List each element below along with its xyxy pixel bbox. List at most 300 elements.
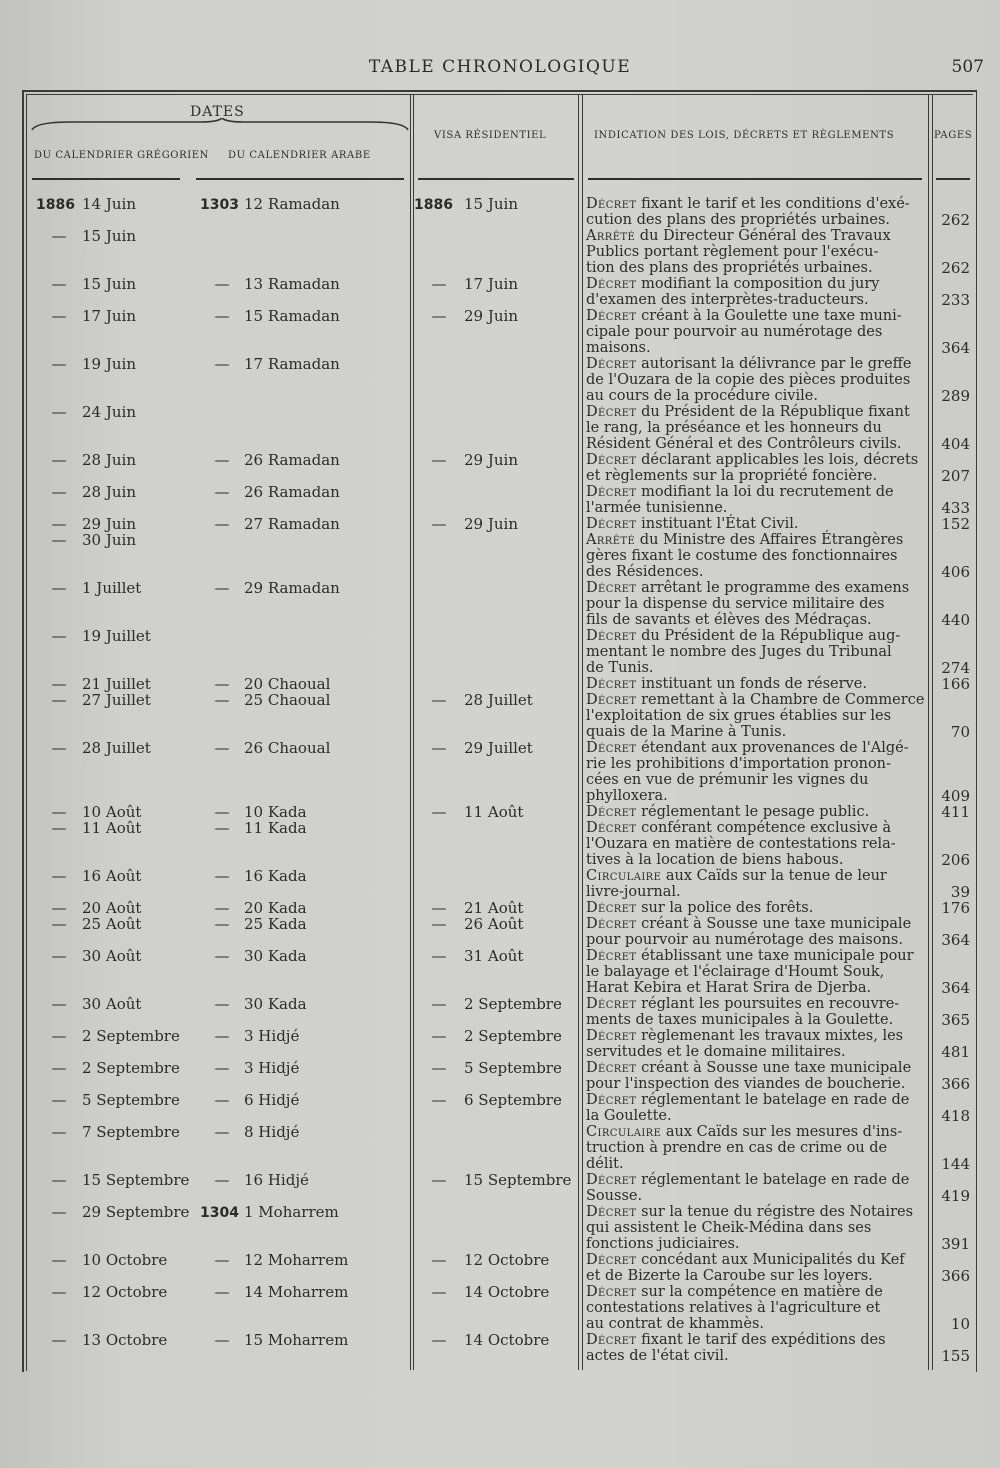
arab-date-text: 1 Moharrem [244,1203,339,1221]
visa-date [414,996,580,1012]
visa-date [414,948,580,964]
gregorian-date-text: 30 Août [82,995,142,1013]
entry-type: Décret [586,692,637,708]
entry-type: Décret [586,948,637,964]
entry-description [586,1028,926,1060]
visa-date [414,1028,580,1044]
gregorian-date [36,532,196,548]
page-ref: 366 [941,1267,970,1285]
entry-line: servitudes et le domaine militaires. [586,1044,846,1060]
entry-type: Arrêté [586,532,636,548]
visa-date-text: 17 Juin [464,275,518,293]
gregorian-date [36,820,196,836]
arab-date-prefix: — [214,739,230,757]
gregorian-date-prefix: — [51,1059,67,1077]
entry-line: Décret du Président de la République aug- [586,628,901,644]
entry-line: contestations relatives à l'agriculture et [586,1300,881,1316]
arab-date-text: 12 Moharrem [244,1251,349,1269]
gregorian-date-prefix: — [51,403,67,421]
entry-line: des Résidences. [586,564,704,580]
entry-line: et règlements sur la propriété foncière. [586,468,878,484]
gregorian-date-text: 2 Septembre [82,1059,180,1077]
entry-type: Décret [586,1332,637,1348]
visa-date [414,276,580,292]
entry-line: actes de l'état civil. [586,1348,729,1364]
visa-date-prefix: — [431,691,447,709]
gregorian-date-prefix: — [51,819,67,837]
arab-date-text: 11 Kada [244,819,307,837]
entry-description [586,516,926,532]
gregorian-date-prefix: — [51,1091,67,1109]
arab-heading: DU CALENDRIER ARABE [228,150,371,161]
arab-date [200,580,400,596]
gregorian-date-prefix: — [51,227,67,245]
entry-line: l'Ouzara en matière de contestations rela- [586,836,896,852]
arab-date-text: 15 Moharrem [244,1331,349,1349]
visa-date-text: 21 Août [464,899,524,917]
visa-date-text: 11 Août [464,803,524,821]
entry-type: Décret [586,820,637,836]
arab-date-text: 16 Kada [244,867,307,885]
arab-date-prefix: — [214,899,230,917]
visa-date-text: 2 Septembre [464,1027,562,1045]
entry-line: Sousse. [586,1188,643,1204]
page-ref: 166 [941,675,970,693]
entry-line: pour pourvoir au numérotage des maisons. [586,932,903,948]
arab-date-text: 27 Ramadan [244,515,340,533]
gregorian-date-prefix: — [51,627,67,645]
visa-date-text: 5 Septembre [464,1059,562,1077]
entry-description [586,356,926,404]
arab-date [200,1204,400,1221]
gregorian-date-text: 19 Juillet [82,627,151,645]
gregorian-date-prefix: — [51,1203,67,1221]
entry-line: qui assistent le Cheik-Médina dans ses [586,1220,872,1236]
gregorian-date-text: 24 Juin [82,403,136,421]
visa-date-prefix: — [431,739,447,757]
entry-line: Décret créant à Sousse une taxe municipale [586,916,912,932]
page-ref: 176 [941,899,970,917]
page-ref: 440 [941,611,970,629]
pages-heading: PAGES [934,130,973,141]
gregorian-date-prefix: — [51,1171,67,1189]
gregorian-date-text: 30 Juin [82,531,136,549]
page-ref: 262 [941,259,970,277]
gregorian-date-prefix: — [51,1283,67,1301]
gregorian-date-text: 28 Juillet [82,739,151,757]
gregorian-date-prefix: — [51,355,67,373]
arab-date [200,1252,400,1268]
gregorian-date [36,740,196,756]
arab-date-text: 13 Ramadan [244,275,340,293]
visa-date-text: 14 Octobre [464,1331,550,1349]
entry-line: ments de taxes municipales à la Goulette. [586,1012,894,1028]
arab-date-prefix: — [214,1331,230,1349]
entry-description [586,404,926,452]
gregorian-date [36,516,196,532]
gregorian-date-text: 15 Juin [82,227,136,245]
gregorian-date [36,580,196,596]
visa-date-prefix: — [431,275,447,293]
entry-line: Publics portant règlement pour l'exécu- [586,244,879,260]
arab-date-prefix: — [214,579,230,597]
page-ref: 404 [941,435,970,453]
arab-date-text: 26 Ramadan [244,451,340,469]
gregorian-date-text: 29 Septembre [82,1203,190,1221]
entry-line: Décret instituant un fonds de réserve. [586,676,867,692]
arab-date [200,484,400,500]
entry-line: livre-journal. [586,884,681,900]
visa-date [414,692,580,708]
entry-type: Décret [586,196,637,212]
page-ref: 274 [941,659,970,677]
visa-date-prefix: — [431,515,447,533]
entry-type: Décret [586,1204,637,1220]
gregorian-date-text: 2 Septembre [82,1027,180,1045]
entry-line: pour la dispense du service militaire des [586,596,885,612]
entry-line: Décret créant à Sousse une taxe municipale [586,1060,912,1076]
page-ref: 39 [950,883,970,901]
entry-description [586,452,926,484]
visa-date-text: 31 Août [464,947,524,965]
entry-line: le rang, la préséance et les honneurs du [586,420,882,436]
entry-line: Décret établissant une taxe municipale pour [586,948,914,964]
page-ref: 418 [941,1107,970,1125]
visa-date-prefix: — [431,1331,447,1349]
visa-date [414,916,580,932]
arab-date-prefix: — [214,1059,230,1077]
entry-description [586,868,926,900]
entry-description [586,1124,926,1172]
page-ref: 433 [941,499,970,517]
gregorian-date-prefix: — [51,995,67,1013]
page-number: 507 [951,57,984,77]
entry-description [586,916,926,948]
arab-date [200,916,400,932]
gregorian-date-text: 10 Août [82,803,142,821]
arab-date-prefix: — [214,947,230,965]
gregorian-date [36,692,196,708]
entry-description [586,948,926,996]
gregorian-date-text: 16 Août [82,867,142,885]
page-ref: 233 [941,291,970,309]
gregorian-date-prefix: — [51,1331,67,1349]
entry-line: rie les prohibitions d'importation pronon- [586,756,891,772]
entry-type: Décret [586,404,637,420]
entry-description [586,484,926,516]
arab-date [200,196,400,213]
entry-type: Décret [586,916,637,932]
visa-date-text: 15 Septembre [464,1171,572,1189]
entry-type: Décret [586,356,637,372]
page-ref: 391 [941,1235,970,1253]
visa-date-text: 29 Juillet [464,739,533,757]
arab-date-prefix: — [214,275,230,293]
visa-date-text: 28 Juillet [464,691,533,709]
arab-date [200,1028,400,1044]
entry-type: Circulaire [586,868,662,884]
entry-description [586,692,926,740]
page-ref: 419 [941,1187,970,1205]
entry-type: Décret [586,804,637,820]
entry-line: Décret réglementant le pesage public. [586,804,870,820]
gregorian-date [36,1252,196,1268]
entry-line: délit. [586,1156,624,1172]
gregorian-date-prefix: — [51,483,67,501]
gregorian-date-text: 14 Juin [82,195,136,213]
gregorian-date [36,308,196,324]
arab-date [200,676,400,692]
entry-description [586,1172,926,1204]
entry-description [586,1204,926,1252]
arab-date [200,820,400,836]
arab-date [200,1172,400,1188]
arab-date [200,868,400,884]
arab-date-text: 26 Chaoual [244,739,331,757]
arab-date-prefix: — [214,691,230,709]
arab-date-text: 25 Kada [244,915,307,933]
entry-line: Décret modifiant la composition du jury [586,276,880,292]
gregorian-date-text: 28 Juin [82,483,136,501]
page-ref: 155 [941,1347,970,1365]
entry-description [586,580,926,628]
entry-description [586,1252,926,1284]
gregorian-date [36,1284,196,1300]
gregorian-date [36,900,196,916]
gregorian-date-prefix: — [51,915,67,933]
arab-date [200,1092,400,1108]
page-ref: 406 [941,563,970,581]
arab-date-text: 15 Ramadan [244,307,340,325]
entry-line: quais de la Marine à Tunis. [586,724,787,740]
visa-date [414,452,580,468]
gregorian-date-prefix: — [51,691,67,709]
entry-line: au contrat de khammès. [586,1316,764,1332]
visa-date-prefix: — [431,1059,447,1077]
entry-description [586,228,926,276]
arab-date [200,692,400,708]
entry-type: Décret [586,580,637,596]
arab-date-text: 30 Kada [244,995,307,1013]
arab-date-prefix: — [214,1283,230,1301]
arab-date-prefix: — [214,1091,230,1109]
gregorian-date-text: 12 Octobre [82,1283,168,1301]
page-ref: 262 [941,211,970,229]
entry-line: gères fixant le costume des fonctionnaires [586,548,898,564]
entry-description [586,308,926,356]
gregorian-date [36,484,196,500]
gregorian-date-text: 13 Octobre [82,1331,168,1349]
arab-date-prefix: — [214,995,230,1013]
arab-date-prefix: — [214,483,230,501]
arab-date [200,948,400,964]
gregorian-date-text: 20 Août [82,899,142,917]
gregorian-date-prefix: — [51,307,67,325]
entry-line: Décret réglant les poursuites en recouvre- [586,996,900,1012]
visa-date [414,1284,580,1300]
gregorian-date [36,1332,196,1348]
gregorian-date [36,868,196,884]
gregorian-date-prefix: — [51,1123,67,1141]
page-ref: 207 [941,467,970,485]
visa-date-text: 2 Septembre [464,995,562,1013]
visa-heading: VISA RÉSIDENTIEL [434,130,547,141]
visa-date-prefix: — [431,1251,447,1269]
gregorian-heading: DU CALENDRIER GRÉGORIEN [34,150,210,161]
entry-line: maisons. [586,340,651,356]
page-ref: 366 [941,1075,970,1093]
entry-line: Décret remettant à la Chambre de Commerce [586,692,925,708]
gregorian-date-text: 10 Octobre [82,1251,168,1269]
entry-type: Décret [586,1028,637,1044]
entry-line: Décret sur la compétence en matière de [586,1284,883,1300]
arab-date [200,1060,400,1076]
arab-date-prefix: — [214,1251,230,1269]
gregorian-date [36,1028,196,1044]
arab-date-prefix: — [214,915,230,933]
gregorian-date [36,1092,196,1108]
gregorian-date-prefix: — [51,739,67,757]
visa-date-prefix: — [431,307,447,325]
gregorian-date-prefix: — [51,451,67,469]
entry-description [586,676,926,692]
entry-type: Décret [586,740,637,756]
page-ref: 289 [941,387,970,405]
entry-type: Décret [586,1284,637,1300]
visa-date [414,1332,580,1348]
visa-date-prefix: — [431,451,447,469]
gregorian-date [36,228,196,244]
visa-date [414,804,580,820]
page-ref: 365 [941,1011,970,1029]
arab-date [200,1284,400,1300]
entry-description [586,820,926,868]
entry-line: Harat Kebira et Harat Srira de Djerba. [586,980,872,996]
arab-date-text: 29 Ramadan [244,579,340,597]
gregorian-date [36,948,196,964]
entry-type: Décret [586,1092,637,1108]
arab-date [200,804,400,820]
arab-date [200,516,400,532]
entry-line: cipale pour pourvoir au numérotage des [586,324,883,340]
arab-date-text: 16 Hidjé [244,1171,309,1189]
visa-date-prefix: — [431,803,447,821]
visa-date-prefix: — [431,899,447,917]
entry-line: tion des plans des propriétés urbaines. [586,260,873,276]
gregorian-date-prefix: — [51,1027,67,1045]
gregorian-date-prefix: — [51,899,67,917]
gregorian-date-text: 27 Juillet [82,691,151,709]
arab-date-text: 3 Hidjé [244,1059,300,1077]
entry-type: Décret [586,996,637,1012]
arab-date-prefix: — [214,803,230,821]
entry-type: Décret [586,628,637,644]
arab-date-prefix: — [214,1171,230,1189]
entry-line: Décret arrêtant le programme des examens [586,580,910,596]
page-ref: 144 [941,1155,970,1173]
page-ref: 152 [941,515,970,533]
entry-type: Décret [586,1172,637,1188]
visa-date-prefix: 1886 [414,197,453,213]
arab-date-text: 20 Kada [244,899,307,917]
visa-date-text: 29 Juin [464,451,518,469]
gregorian-date-text: 30 Août [82,947,142,965]
visa-date [414,308,580,324]
gregorian-date-prefix: — [51,675,67,693]
visa-date-text: 29 Juin [464,307,518,325]
page-ref: 409 [941,787,970,805]
arab-date [200,276,400,292]
visa-date [414,900,580,916]
entry-type: Décret [586,1252,637,1268]
arab-date-text: 25 Chaoual [244,691,331,709]
arab-date-text: 17 Ramadan [244,355,340,373]
visa-date [414,516,580,532]
entry-line: Décret modifiant la loi du recrutement de [586,484,894,500]
arab-date-prefix: — [214,819,230,837]
page-ref: 411 [941,803,970,821]
entry-type: Décret [586,900,637,916]
visa-date-prefix: — [431,1171,447,1189]
arab-date-text: 3 Hidjé [244,1027,300,1045]
gregorian-date-prefix: — [51,515,67,533]
visa-date-text: 29 Juin [464,515,518,533]
entry-line: Arrêté du Directeur Général des Travaux [586,228,891,244]
visa-date [414,196,580,213]
indication-heading: INDICATION DES LOIS, DÉCRETS ET RÈGLEMENTS [594,130,895,141]
visa-date [414,1252,580,1268]
gregorian-date-prefix: — [51,1251,67,1269]
entry-line: Circulaire aux Caïds sur les mesures d'ins- [586,1124,903,1140]
gregorian-date-prefix: — [51,947,67,965]
visa-date-prefix: — [431,995,447,1013]
entry-line: phylloxera. [586,788,668,804]
arab-date-prefix: — [214,355,230,373]
gregorian-date [36,804,196,820]
entry-type: Arrêté [586,228,636,244]
gregorian-date [36,1124,196,1140]
entry-line: Décret concédant aux Municipalités du Kef [586,1252,905,1268]
entry-description [586,1332,926,1364]
entry-line: fonctions judiciaires. [586,1236,740,1252]
entry-type: Décret [586,276,637,292]
arab-date-text: 10 Kada [244,803,307,821]
arab-date [200,996,400,1012]
arab-date-text: 12 Ramadan [244,195,340,213]
arab-date-text: 6 Hidjé [244,1091,300,1109]
gregorian-date [36,356,196,372]
gregorian-date [36,404,196,420]
entry-type: Décret [586,1060,637,1076]
entry-line: pour l'inspection des viandes de boucherie. [586,1076,906,1092]
entry-line: mentant le nombre des Juges du Tribunal [586,644,892,660]
page-ref: 364 [941,339,970,357]
entry-line: Décret règlemenant les travaux mixtes, les [586,1028,904,1044]
entry-line: Décret réglementant le batelage en rade de [586,1092,910,1108]
entry-line: de Tunis. [586,660,654,676]
entry-line: au cours de la procédure civile. [586,388,818,404]
gregorian-date [36,1204,196,1220]
page-ref: 364 [941,979,970,997]
entry-line: Décret réglementant le batelage en rade de [586,1172,910,1188]
gregorian-date-prefix: — [51,867,67,885]
gregorian-date-text: 28 Juin [82,451,136,469]
arab-date [200,900,400,916]
entry-line: Décret du Président de la République fixant [586,404,910,420]
visa-date-prefix: — [431,947,447,965]
gregorian-date-text: 1 Juillet [82,579,142,597]
entry-description [586,1060,926,1092]
